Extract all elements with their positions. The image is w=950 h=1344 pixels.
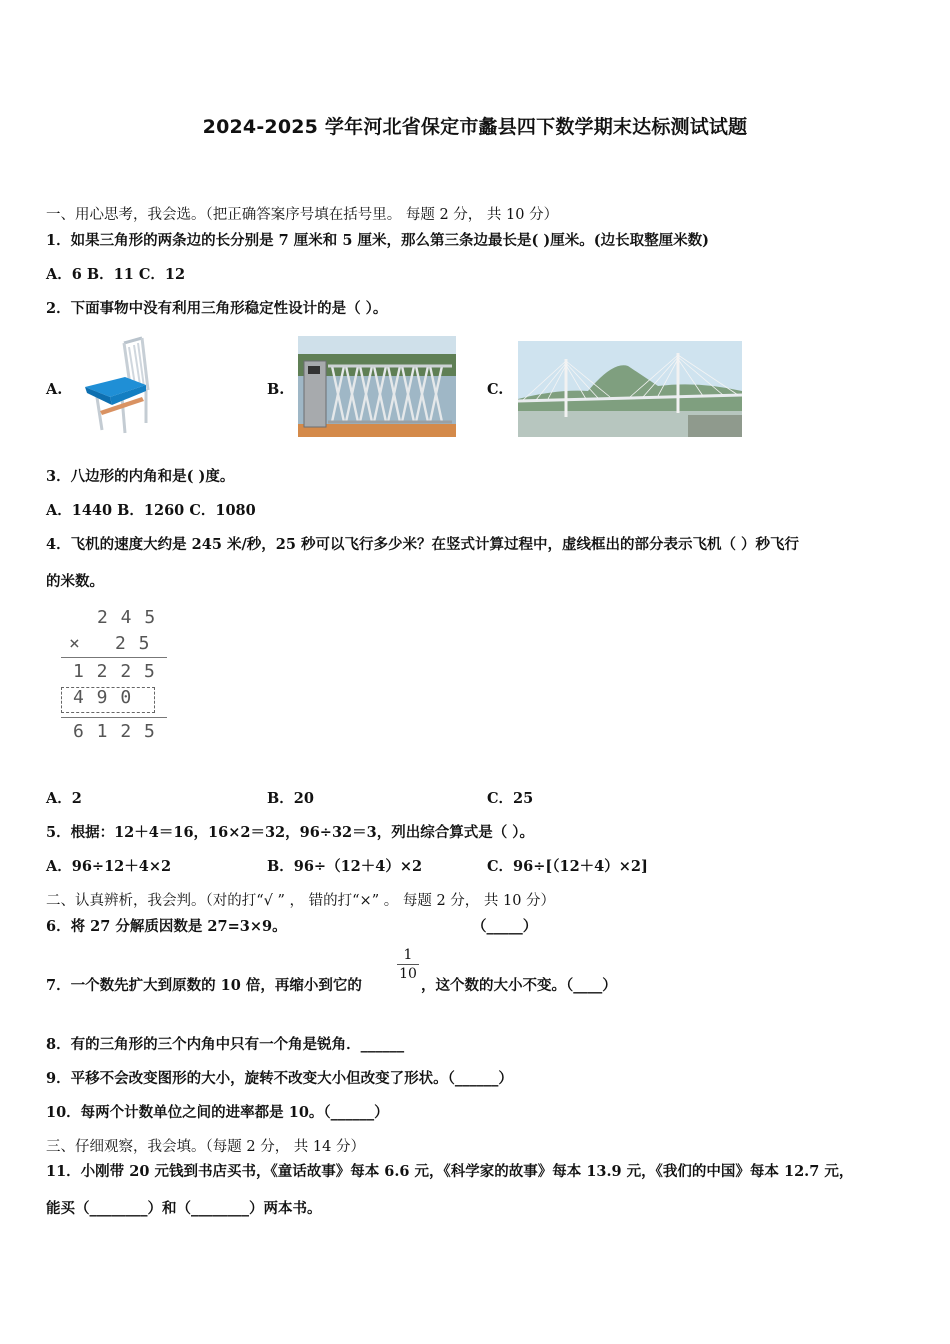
section3-heading: 三、仔细观察，我会填。（每题 2 分， 共 14 分） [46, 1139, 365, 1155]
question-9: 9．平移不会改变图形的大小，旋转不改变大小但改变了形状。（______） [46, 1070, 513, 1087]
section1-heading: 一、用心思考，我会选。（把正确答案序号填在括号里。 每题 2 分， 共 10 分） [46, 207, 559, 223]
question-1-options: A．6 B．11 C．12 [46, 266, 186, 283]
question-2: 2．下面事物中没有利用三角形稳定性设计的是（ ）。 [46, 300, 388, 317]
question-7-text-after: ，这个数的大小不变。（____） [421, 977, 617, 994]
calc-times-sign: × [69, 633, 80, 654]
question-3: 3．八边形的内角和是( )度。 [46, 468, 235, 485]
question-4-option-a: A．2 [46, 790, 82, 807]
cable-stayed-bridge-image [518, 341, 742, 437]
question-8: 8．有的三角形的三个内角中只有一个角是锐角．______ [46, 1036, 405, 1053]
retractable-gate-image [298, 336, 456, 437]
question-3-options: A．1440 B．1260 C．1080 [46, 502, 256, 519]
question-1: 1．如果三角形的两条边的长分别是 7 厘米和 5 厘米，那么第三条边最长是( )厘米。(边长取整厘米数) [46, 232, 709, 249]
question-4-option-c: C．25 [487, 790, 534, 807]
vertical-calculation [55, 605, 175, 745]
fraction-one-tenth [397, 946, 419, 983]
fraction-denominator: 10 [397, 964, 419, 983]
question-2-option-b-label: B. [267, 381, 285, 398]
question-2-option-a-label: A. [46, 381, 63, 398]
calc-multiplier: 2 5 [115, 633, 151, 654]
calc-line-2 [61, 717, 167, 718]
question-11-line-2: 能买（________）和（________）两本书。 [46, 1200, 322, 1217]
section2-heading: 二、认真辨析，我会判。（对的打“√ ” ， 错的打“×” 。 每题 2 分， 共 10 分） [46, 893, 556, 909]
page-title: 2024-2025 学年河北省保定市蠡县四下数学期末达标测试试题 [202, 116, 748, 138]
question-6: 6．将 27 分解质因数是 27=3×9。 [46, 918, 287, 935]
question-2-option-c-label: C. [487, 381, 504, 398]
question-10: 10．每两个计数单位之间的进率都是 10。（______） [46, 1104, 389, 1121]
question-7-text-before: 7．一个数先扩大到原数的 10 倍，再缩小到它的 [46, 977, 362, 994]
question-4-line-2: 的米数。 [46, 573, 104, 590]
chair-image [80, 335, 155, 435]
question-4-line-1: 4．飞机的速度大约是 245 米/秒，25 秒可以飞行多少米？在竖式计算过程中，虚线框出的部分表示飞机（ ）秒飞行 [46, 536, 800, 553]
calc-partial-product-1: 1 2 2 5 [73, 661, 156, 682]
calc-partial-product-2: 4 9 0 [73, 687, 133, 708]
question-5-option-c: C．96÷[（12＋4）×2] [487, 858, 648, 875]
question-5-option-a: A．96÷12＋4×2 [46, 858, 172, 875]
question-6-answer-blank[interactable]: （_____） [472, 918, 538, 935]
calc-line-1 [61, 657, 167, 658]
calc-product: 6 1 2 5 [73, 721, 156, 742]
fraction-numerator: 1 [403, 947, 413, 963]
question-5-option-b: B．96÷（12＋4）×2 [267, 858, 423, 875]
calc-multiplicand: 2 4 5 [97, 607, 157, 628]
question-5: 5．根据：12＋4＝16，16×2＝32，96÷32＝3，列出综合算式是（ ）。 [46, 824, 535, 841]
question-11-line-1: 11．小刚带 20 元钱到书店买书，《童话故事》每本 6.6 元，《科学家的故事》每本 13.9 元，《我们的中国》每本 12.7 元， [46, 1163, 854, 1180]
question-4-option-b: B．20 [267, 790, 314, 807]
